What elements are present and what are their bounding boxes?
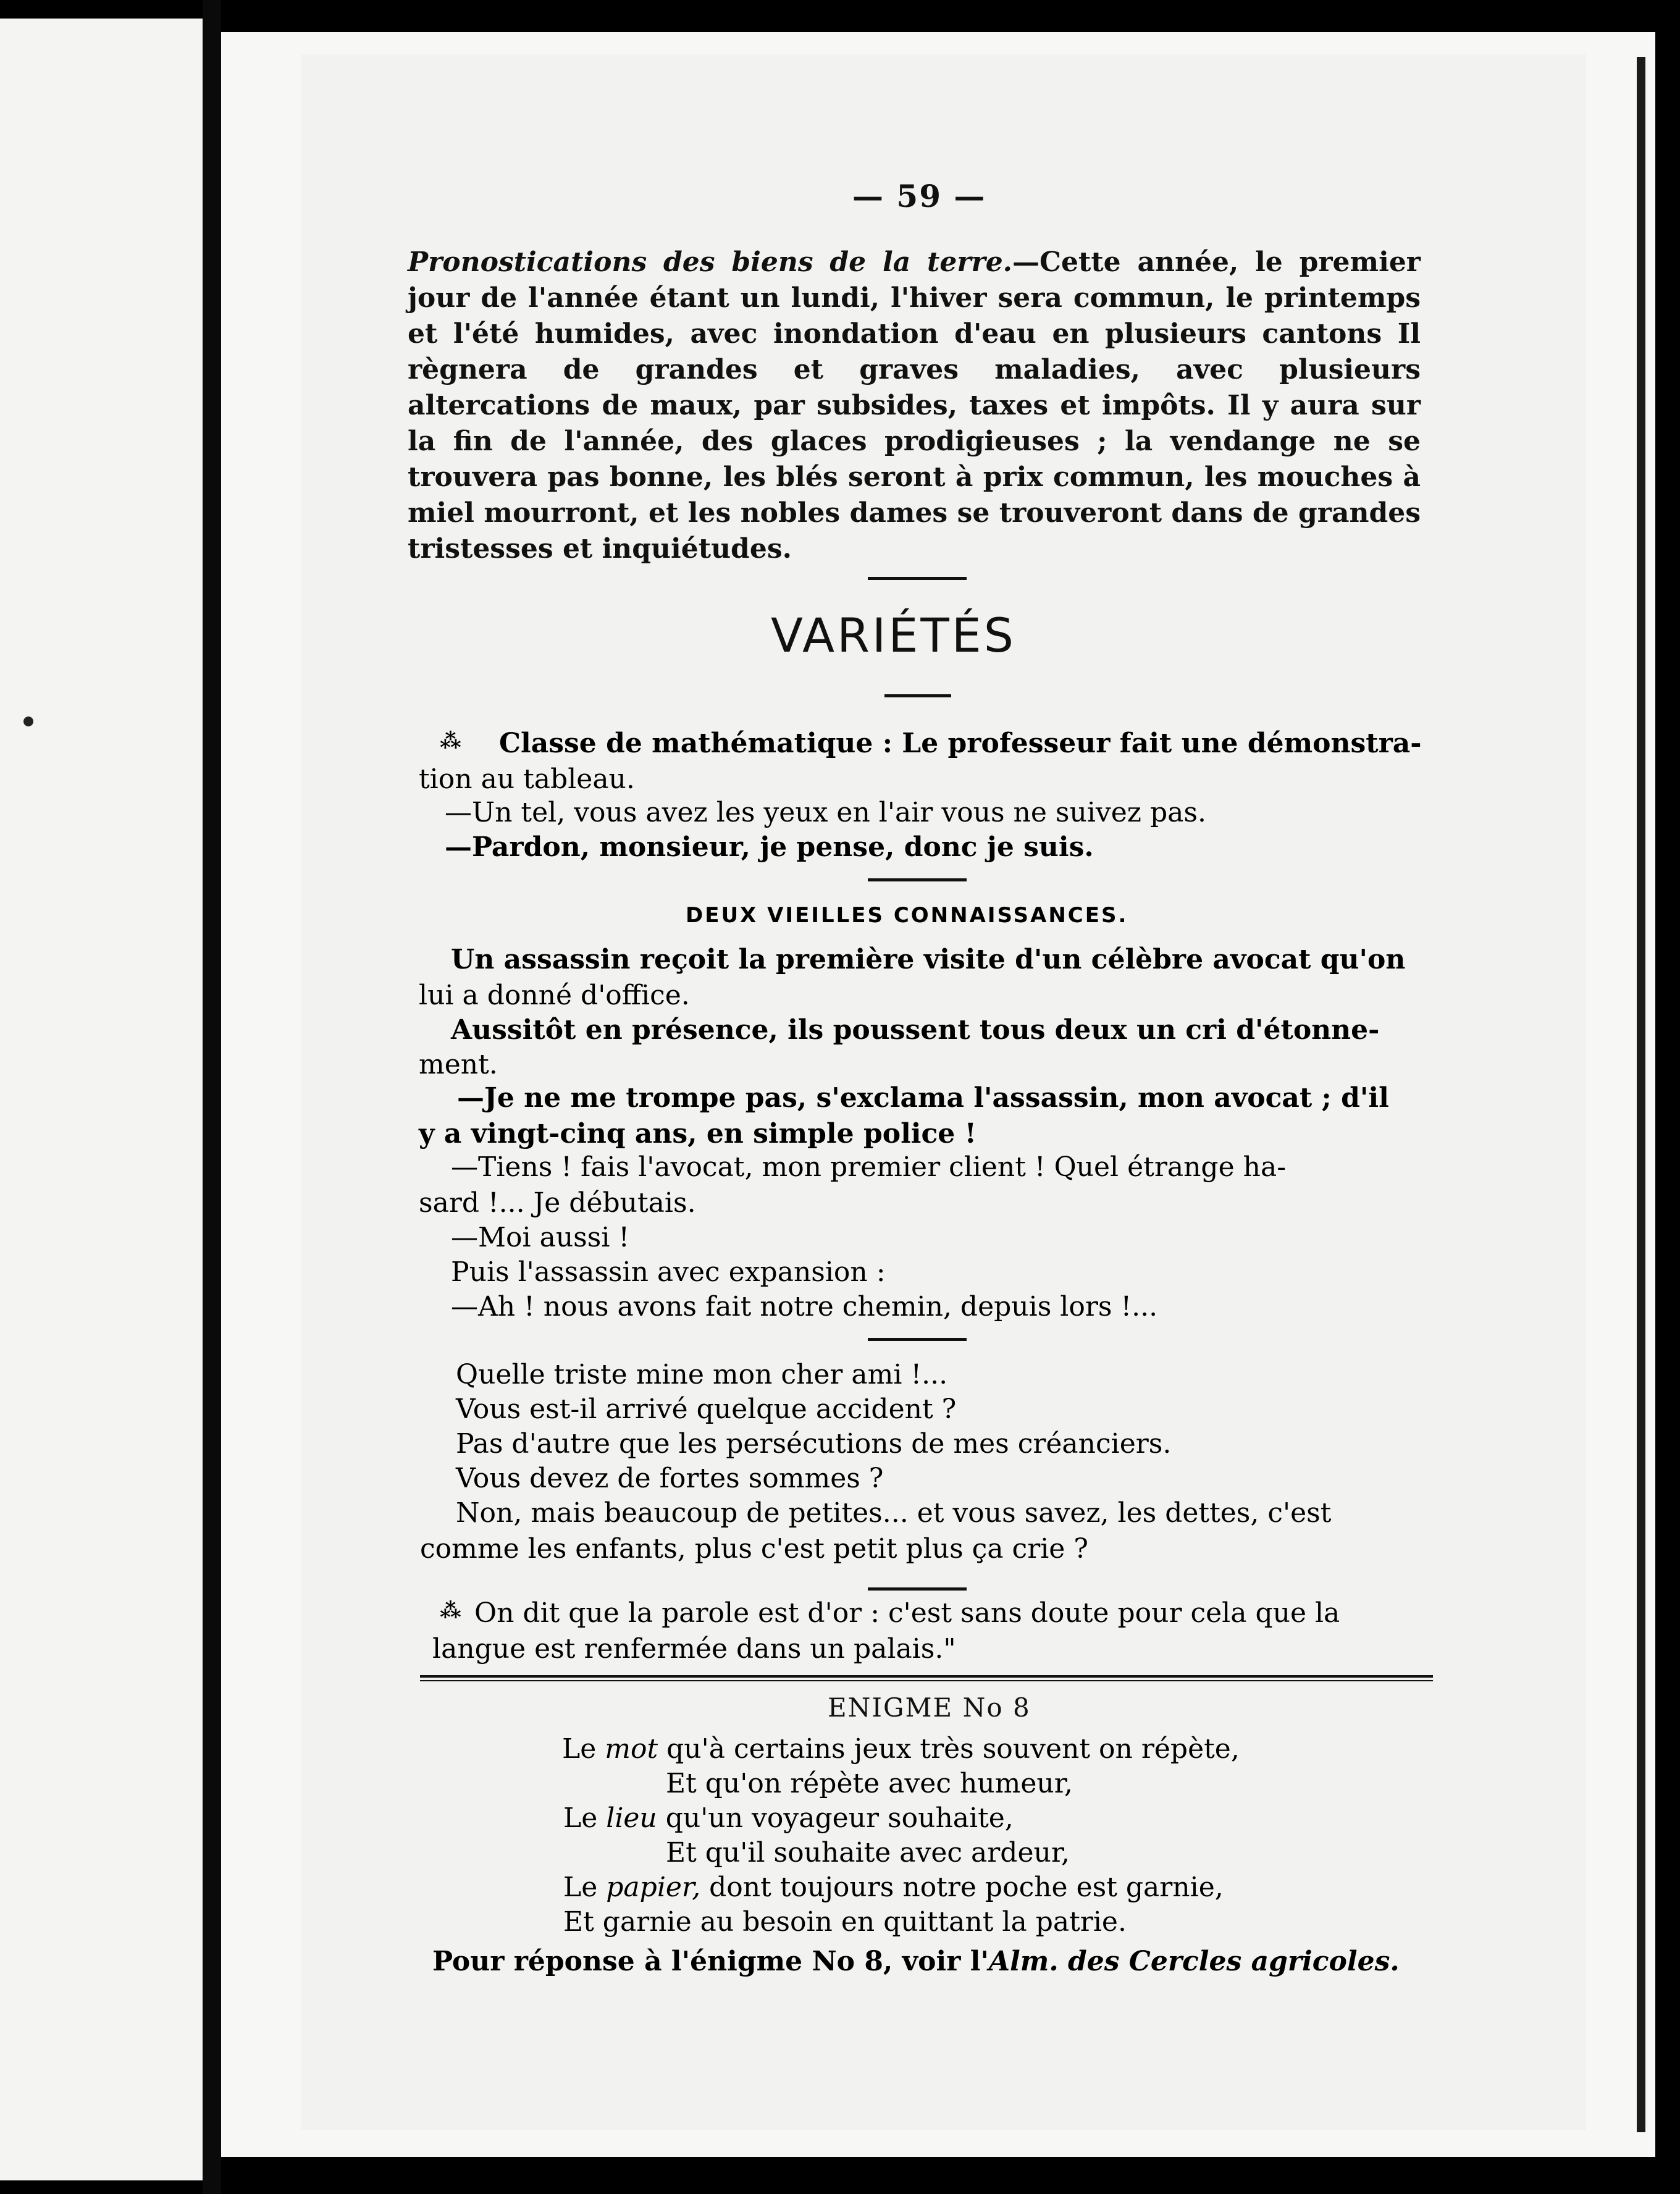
page-edge: [1637, 57, 1645, 2132]
margin-dot: [23, 717, 33, 726]
enigme-verse-1: Le mot qu'à certains jeux très souvent on répète,: [562, 1733, 1240, 1765]
joke1-line2: tion au tableau.: [419, 763, 635, 795]
joke2-line: —Ah ! nous avons fait notre chemin, depuis lors !...: [451, 1291, 1158, 1322]
joke4-line1: On dit que la parole est d'or : c'est sans doute pour cela que la: [474, 1597, 1340, 1629]
joke2-line: Aussitôt en présence, ils poussent tous deux un cri d'étonne-: [451, 1014, 1380, 1046]
joke2-line: y a vingt-cinq ans, en simple police !: [419, 1118, 976, 1150]
enigme-rule: [420, 1675, 1433, 1678]
joke2-line: —Tiens ! fais l'avocat, mon premier client ! Quel étrange ha-: [451, 1151, 1287, 1183]
pronostications-body: —Cette année, le premier jour de l'année étant un lundi, l'hiver sera commun, le printemps et l'été humides, avec inondation d'eau en plusieurs cantons Il règnera de grandes et graves maladies, avec plusieurs altercations de maux, par subsides, taxes et impôts. Il y aura sur la fin de l'année, des glaces prodigieuses ; la vendange ne se trouvera pas bonne, les blés seront à prix commun, les mouches à miel mourront, et les nobles dames se trouveront dans de grandes tristesses et inquiétudes.: [408, 246, 1421, 565]
section-rule-bottom: [884, 694, 951, 697]
pronostications-heading: Pronostications des biens de la terre.: [408, 246, 1013, 278]
enigme-verse-4: Et qu'il souhaite avec ardeur,: [666, 1837, 1070, 1868]
joke1-line4: —Pardon, monsieur, je pense, donc je suis.: [445, 831, 1094, 863]
joke1-line3: —Un tel, vous avez les yeux en l'air vous ne suivez pas.: [445, 797, 1206, 828]
joke2-line: —Je ne me trompe pas, s'exclama l'assassin, mon avocat ; d'il: [457, 1082, 1389, 1114]
joke2-line: ment.: [419, 1049, 498, 1080]
enigme-verse-5: Le papier, dont toujours notre poche est garnie,: [563, 1872, 1224, 1903]
joke3-line: Pas d'autre que les persécutions de mes créanciers.: [456, 1428, 1172, 1460]
joke3-line: Vous est-il arrivé quelque accident ?: [456, 1393, 957, 1425]
joke2-heading: DEUX VIEILLES CONNAISSANCES.: [686, 903, 1128, 928]
enigme-verse-3: Le lieu qu'un voyageur souhaite,: [563, 1802, 1014, 1834]
joke3-line: Quelle triste mine mon cher ami !...: [456, 1359, 948, 1390]
pronostications-paragraph: [408, 245, 1421, 567]
joke1-line1: Classe de mathématique : Le professeur fait une démonstra-: [499, 728, 1422, 759]
joke3-line: Vous devez de fortes sommes ?: [456, 1463, 884, 1494]
enigme-footer: Pour réponse à l'énigme No 8, voir l'Alm. des Cercles agricoles.: [432, 1946, 1400, 1977]
section-title: VARIÉTÉS: [771, 608, 1017, 663]
page-number: — 59 —: [852, 178, 986, 214]
joke2-line: Un assassin reçoit la première visite d'un célèbre avocat qu'on: [451, 944, 1406, 975]
joke2-rule: [868, 1338, 967, 1341]
asterism: ⁂: [440, 1599, 461, 1623]
joke3-line: comme les enfants, plus c'est petit plus ça crie ?: [420, 1533, 1088, 1565]
joke2-line: —Moi aussi !: [451, 1222, 630, 1253]
joke4-line2: langue est renfermée dans un palais.": [432, 1633, 956, 1665]
enigme-title: ENIGME No 8: [828, 1692, 1031, 1723]
section-rule-top: [868, 577, 967, 580]
joke1-rule: [868, 878, 967, 881]
joke2-line: Puis l'assassin avec expansion :: [451, 1256, 886, 1288]
joke3-line: Non, mais beaucoup de petites... et vous savez, les dettes, c'est: [456, 1497, 1332, 1529]
asterism: ⁂: [440, 729, 461, 754]
book-gutter: [203, 0, 221, 2194]
joke2-line: sard !... Je débutais.: [419, 1187, 696, 1219]
joke3-rule: [868, 1587, 967, 1591]
enigme-rule-thin: [420, 1680, 1433, 1681]
enigme-verse-6: Et garnie au besoin en quittant la patrie.: [563, 1906, 1127, 1938]
left-page-margin: [0, 19, 203, 2180]
joke2-line: lui a donné d'office.: [419, 980, 690, 1011]
enigme-verse-2: Et qu'on répète avec humeur,: [666, 1768, 1073, 1799]
